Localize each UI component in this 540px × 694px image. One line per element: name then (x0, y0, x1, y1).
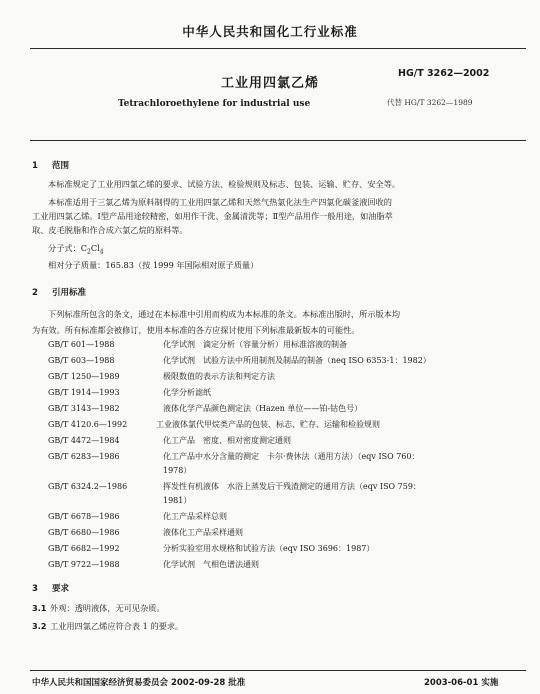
ref-item: GB/T 601—1988 化学试剂 滴定分析（容量分析）用标准溶液的制备 (48, 340, 347, 349)
replaces-standard: 代替 HG/T 3262—1989 (387, 98, 473, 107)
ref-item: GB/T 3143—1982 液体化学产品颜色测定法（Hazen 单位——铂-钴色号） (48, 404, 363, 413)
ref-item-continuation: 1981） (163, 496, 192, 505)
molecular-formula: 分子式：$C_2Cl_4$ (48, 243, 104, 256)
scope-paragraph-2-line-2: 工业用四氯乙烯。Ⅰ型产品用途较精密，如用作干洗、金属清洗等；Ⅱ型产品用作一般用途，如油脂萃 (32, 211, 393, 221)
section-number: 2 (32, 288, 38, 298)
section-title: 引用标准 (52, 288, 87, 298)
ref-item: GB/T 6680—1986 液体化工产品采样通则 (48, 528, 243, 537)
refs-intro-line-1: 下列标准所包含的条文，通过在本标准中引用而构成为本标准的条文。本标准出版时，所示版本均 (48, 309, 401, 319)
standard-number: HG/T 3262—2002 (398, 68, 490, 79)
section-number: 3 (32, 584, 38, 594)
req-item: 3.1 外观：透明液体，无可见杂质。 (32, 603, 165, 613)
title-rule (30, 140, 526, 141)
document-title-en: Tetrachloroethylene for industrial use (118, 99, 311, 109)
scope-paragraph-1: 本标准规定了工业用四氯乙烯的要求、试验方法、检验规则及标志、包装、运输、贮存、安全等。 (48, 179, 401, 189)
ref-item: GB/T 1914—1993 化学分析滤纸 (48, 388, 211, 397)
ref-item: GB/T 4472—1984 化工产品 密度、相对密度测定通则 (48, 436, 291, 445)
req-item: 3.2 工业用四氯乙烯应符合表 1 的要求。 (32, 621, 184, 631)
ref-item: GB/T 4120.6—1992 工业液体氯代甲烷类产品的包装、标志、贮存、运输和检验规则 (48, 420, 380, 429)
refs-intro-line-2: 为有效。所有标准都会被修订，使用本标准的各方应探讨使用下列标准最新版本的可能性。 (32, 325, 360, 335)
approval-line: 中华人民共和国国家经济贸易委员会 2002-09-28 批准 (32, 678, 246, 688)
ref-item: GB/T 9722—1988 化学试剂 气相色谱法通则 (48, 560, 259, 569)
section-req-heading (32, 582, 69, 594)
section-title: 要求 (52, 584, 70, 594)
footer-rule (30, 670, 526, 671)
section-refs-heading (32, 286, 86, 298)
ref-item: GB/T 1250—1989 极限数值的表示方法和判定方法 (48, 372, 275, 381)
ref-item-continuation: 1978） (163, 466, 192, 475)
implementation-date: 2003-06-01 实施 (424, 678, 499, 688)
section-number: 1 (32, 161, 38, 171)
ref-item: GB/T 603—1988 化学试剂 试验方法中所用制剂及制品的制备（neq ISO 6353-1：1982） (48, 356, 431, 365)
ref-item: GB/T 6682—1992 分析实验室用水规格和试验方法（eqv ISO 3696：1987） (48, 544, 375, 553)
scope-paragraph-2-line-3: 取、皮毛脱脂和作合成六氯乙烷的原料等。 (32, 225, 188, 235)
ref-item: GB/T 6678—1986 化工产品采样总则 (48, 512, 227, 521)
section-scope-heading (32, 159, 69, 171)
section-title: 范围 (52, 161, 70, 171)
header-rule (30, 48, 526, 49)
scope-paragraph-2-line-1: 本标准适用于三氯乙烯为原料制得的工业用四氯乙烯和天然气热氯化法生产四氯化碳釜液回收的 (48, 197, 392, 207)
ref-item: GB/T 6283—1986 化工产品中水分含量的测定 卡尔·费休法（通用方法）（eqv ISO 760： (48, 452, 420, 461)
ref-item: GB/T 6324.2—1986 挥发性有机液体 水浴上蒸发后干残渣测定的通用方法（eqv ISO 759： (48, 482, 421, 491)
issuing-standard-header: 中华人民共和国化工行业标准 (182, 24, 358, 39)
document-title-cn: 工业用四氯乙烯 (220, 76, 319, 91)
relative-molecular-mass: 相对分子质量：165.83（按 1999 年国际相对原子质量） (48, 260, 259, 270)
